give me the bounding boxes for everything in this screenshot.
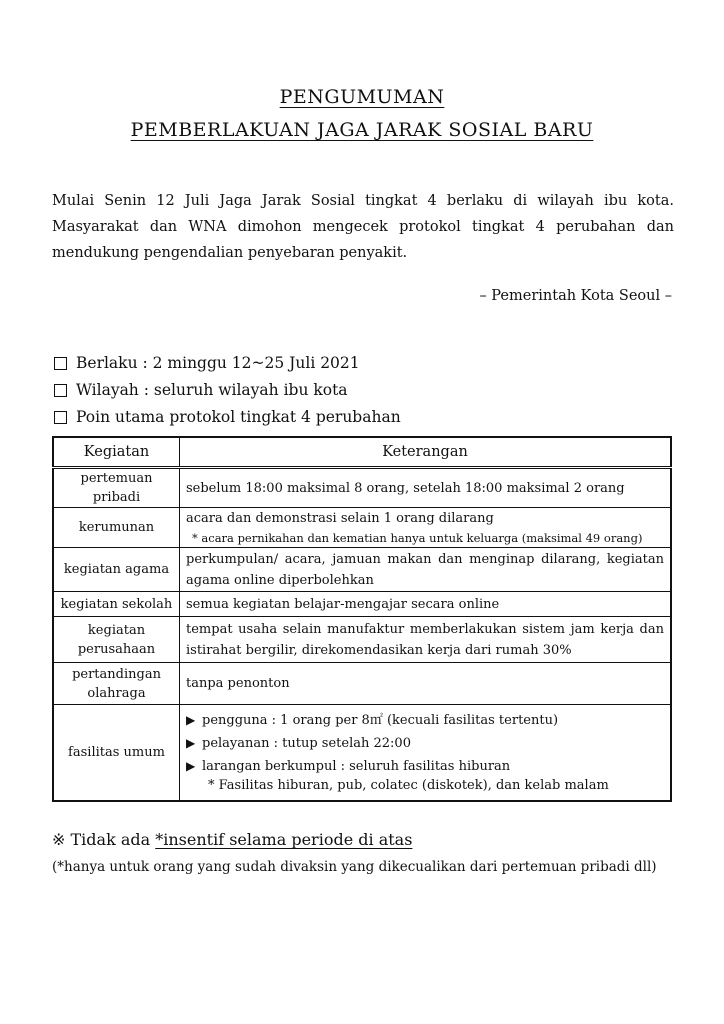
signature: – Pemerintah Kota Seoul – xyxy=(479,288,672,304)
row-description: perkumpulan/ acara, jamuan makan dan menginap dilarang, kegiatan agama online diperbolehkan xyxy=(180,548,672,592)
table-header-row xyxy=(53,437,671,468)
table-row xyxy=(53,468,671,508)
incentive-notice: ※ Tidak ada *insentif selama periode di atas xyxy=(52,830,413,849)
info-region: Wilayah : seluruh wilayah ibu kota xyxy=(52,377,401,404)
table-row xyxy=(53,548,671,592)
triangle-right-icon: ▶ xyxy=(186,759,196,774)
table-row xyxy=(53,617,671,663)
info-list xyxy=(52,350,401,431)
row-description: sebelum 18:00 maksimal 8 orang, setelah 18:00 maksimal 2 orang xyxy=(180,468,672,508)
checkbox-square-icon xyxy=(54,411,67,424)
row-activity: kegiatan agama xyxy=(53,548,180,592)
row-description: tempat usaha selain manufaktur memberlakukan sistem jam kerja dan istirahat bergilir, direkomendasikan kerja dari rumah 30% xyxy=(180,617,672,663)
row-activity: pertemuan pribadi xyxy=(53,468,180,508)
row-description xyxy=(180,705,672,801)
row-activity: kegiatan sekolah xyxy=(53,592,180,617)
table-row xyxy=(53,592,671,617)
row-activity: fasilitas umum xyxy=(53,705,180,801)
row-activity: pertandingan olahraga xyxy=(53,663,180,705)
facility-note: * Fasilitas hiburan, pub, colatec (diskotek), dan kelab malam xyxy=(208,778,609,794)
row-activity: kegiatan perusahaan xyxy=(53,617,180,663)
title-announcement: PENGUMUMAN xyxy=(279,86,445,108)
table-row xyxy=(53,663,671,705)
incentive-footnote: (*hanya untuk orang yang sudah divaksin yang dikecualikan dari pertemuan pribadi dll) xyxy=(52,859,657,875)
table-row xyxy=(53,508,671,548)
facility-item: ▶ pengguna : 1 orang per 8㎡ (kecuali fasilitas tertentu) xyxy=(186,709,664,732)
info-period: Berlaku : 2 minggu 12~25 Juli 2021 xyxy=(52,350,401,377)
table-row-facilities xyxy=(53,705,671,801)
row-description: acara dan demonstrasi selain 1 orang dilarang * acara pernikahan dan kematian hanya untuk keluarga (maksimal 49 orang) xyxy=(180,508,672,548)
header-activity: Kegiatan xyxy=(53,437,180,468)
triangle-right-icon: ▶ xyxy=(186,736,196,751)
facility-item: ▶ larangan berkumpul : seluruh fasilitas hiburan xyxy=(186,759,511,775)
protocol-table xyxy=(52,436,672,802)
title-policy: PEMBERLAKUAN JAGA JARAK SOSIAL BARU xyxy=(130,119,594,141)
checkbox-square-icon xyxy=(54,384,67,397)
header-description: Keterangan xyxy=(180,437,672,468)
triangle-right-icon: ▶ xyxy=(186,713,196,728)
row-activity: kerumunan xyxy=(53,508,180,548)
facility-item: ▶ pelayanan : tutup setelah 22:00 xyxy=(186,732,664,755)
info-main-points: Poin utama protokol tingkat 4 perubahan xyxy=(52,404,401,431)
row-description: tanpa penonton xyxy=(180,663,672,705)
checkbox-square-icon xyxy=(54,357,67,370)
intro-paragraph: Mulai Senin 12 Juli Jaga Jarak Sosial tingkat 4 berlaku di wilayah ibu kota. Masyarakat dan WNA dimohon mengecek protokol tingkat 4 perubahan dan mendukung pengendalian penyebaran penyakit. xyxy=(52,193,674,261)
row-description: semua kegiatan belajar-mengajar secara online xyxy=(180,592,672,617)
